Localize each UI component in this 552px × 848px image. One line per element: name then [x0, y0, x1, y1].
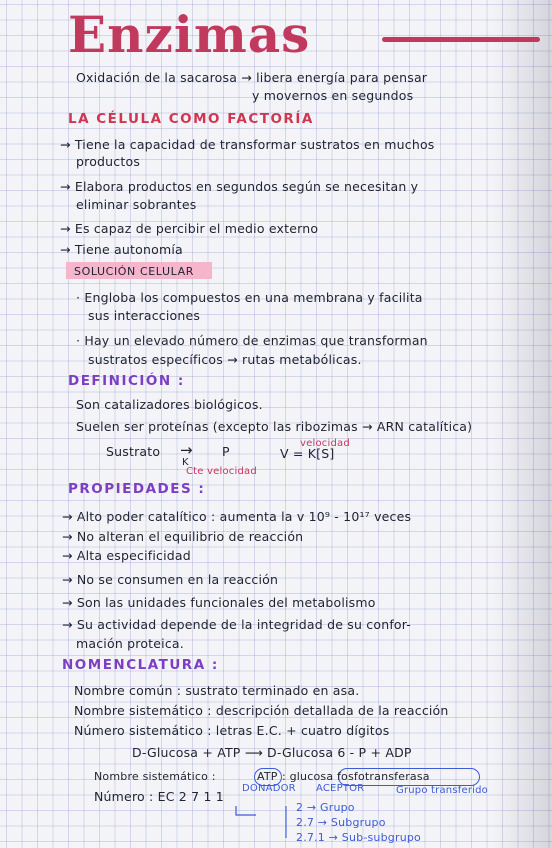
- nombre-comun: Nombre común : sustrato terminado en asa.: [74, 683, 360, 698]
- reaction-arrow: →: [180, 441, 193, 459]
- celula-item-2: → Elabora productos en segundos según se necesitan y: [60, 179, 419, 194]
- propiedad-5: → Son las unidades funcionales del metabolismo: [62, 595, 376, 610]
- label-grupo-transferido: Grupo transferido: [396, 785, 488, 796]
- example-reaction: D-Glucosa + ATP ⟶ D-Glucosa 6 - P + ADP: [132, 745, 412, 760]
- rate-constant-k: K: [182, 457, 189, 468]
- solucion-item-2-cont: sustratos específicos → rutas metabólicas.: [88, 352, 362, 367]
- heading-definicion: DEFINICIÓN :: [68, 373, 185, 389]
- heading-solucion: SOLUCIÓN CELULAR: [74, 265, 194, 278]
- intro-line-1: Oxidación de la sacarosa → libera energía para pensar: [76, 70, 428, 85]
- propiedad-3: → Alta especificidad: [62, 548, 191, 563]
- example-label: Nombre sistemático :: [94, 770, 216, 783]
- ec-grupo: 2 → Grupo: [296, 801, 355, 814]
- propiedad-6-cont: mación proteica.: [76, 636, 184, 651]
- propiedad-6: → Su actividad depende de la integridad de su confor-: [62, 617, 412, 632]
- ec-subsubgrupo: 2.7.1 → Sub-subgrupo: [296, 831, 421, 844]
- celula-item-1-cont: productos: [76, 154, 141, 169]
- heading-propiedades: PROPIEDADES :: [68, 481, 206, 497]
- intro-line-2: y movernos en segundos: [252, 88, 414, 103]
- celula-item-2-cont: eliminar sobrantes: [76, 197, 197, 212]
- reaction-sustrato: Sustrato: [106, 444, 161, 459]
- annotation-velocidad: velocidad: [300, 438, 350, 449]
- acceptor-word: : glucosa fosfotransferasa: [282, 770, 430, 783]
- propiedad-2: → No alteran el equilibrio de reacción: [62, 529, 304, 544]
- definicion-line-1: Son catalizadores biológicos.: [76, 397, 263, 412]
- propiedad-4: → No se consumen en la reacción: [62, 572, 279, 587]
- ec-subgrupo: 2.7 → Subgrupo: [296, 816, 386, 829]
- nombre-sistematico: Nombre sistemático : descripción detallada de la reacción: [74, 703, 449, 718]
- numero-ec: Número : EC 2 7 1 1: [94, 789, 224, 804]
- celula-item-4: → Tiene autonomía: [60, 242, 183, 257]
- heading-nomenclatura: NOMENCLATURA :: [62, 657, 219, 673]
- reaction-product: P: [222, 444, 230, 459]
- solucion-item-2: · Hay un elevado número de enzimas que transforman: [76, 333, 428, 348]
- celula-item-3: → Es capaz de percibir el medio externo: [60, 221, 319, 236]
- propiedad-1: → Alto poder catalítico : aumenta la v 10⁹ - 10¹⁷ veces: [62, 509, 412, 524]
- label-donador: DONADOR: [242, 783, 296, 794]
- annotation-cte-velocidad: Cte velocidad: [186, 466, 257, 477]
- heading-celula: LA CÉLULA COMO FACTORÍA: [68, 111, 314, 127]
- donor-word: ATP: [257, 770, 278, 783]
- page-title: Enzimas: [68, 5, 311, 64]
- rate-formula: V = K[S]: [280, 446, 335, 461]
- definicion-line-2: Suelen ser proteínas (excepto las ribozimas → ARN catalítica): [76, 419, 473, 434]
- solucion-item-1: · Engloba los compuestos en una membrana y facilita: [76, 290, 423, 305]
- numero-sistematico: Número sistemático : letras E.C. + cuatro dígitos: [74, 723, 390, 738]
- celula-item-1: → Tiene la capacidad de transformar sustratos en muchos: [60, 137, 435, 152]
- solucion-item-1-cont: sus interacciones: [88, 308, 201, 323]
- label-aceptor: ACEPTOR: [316, 783, 365, 794]
